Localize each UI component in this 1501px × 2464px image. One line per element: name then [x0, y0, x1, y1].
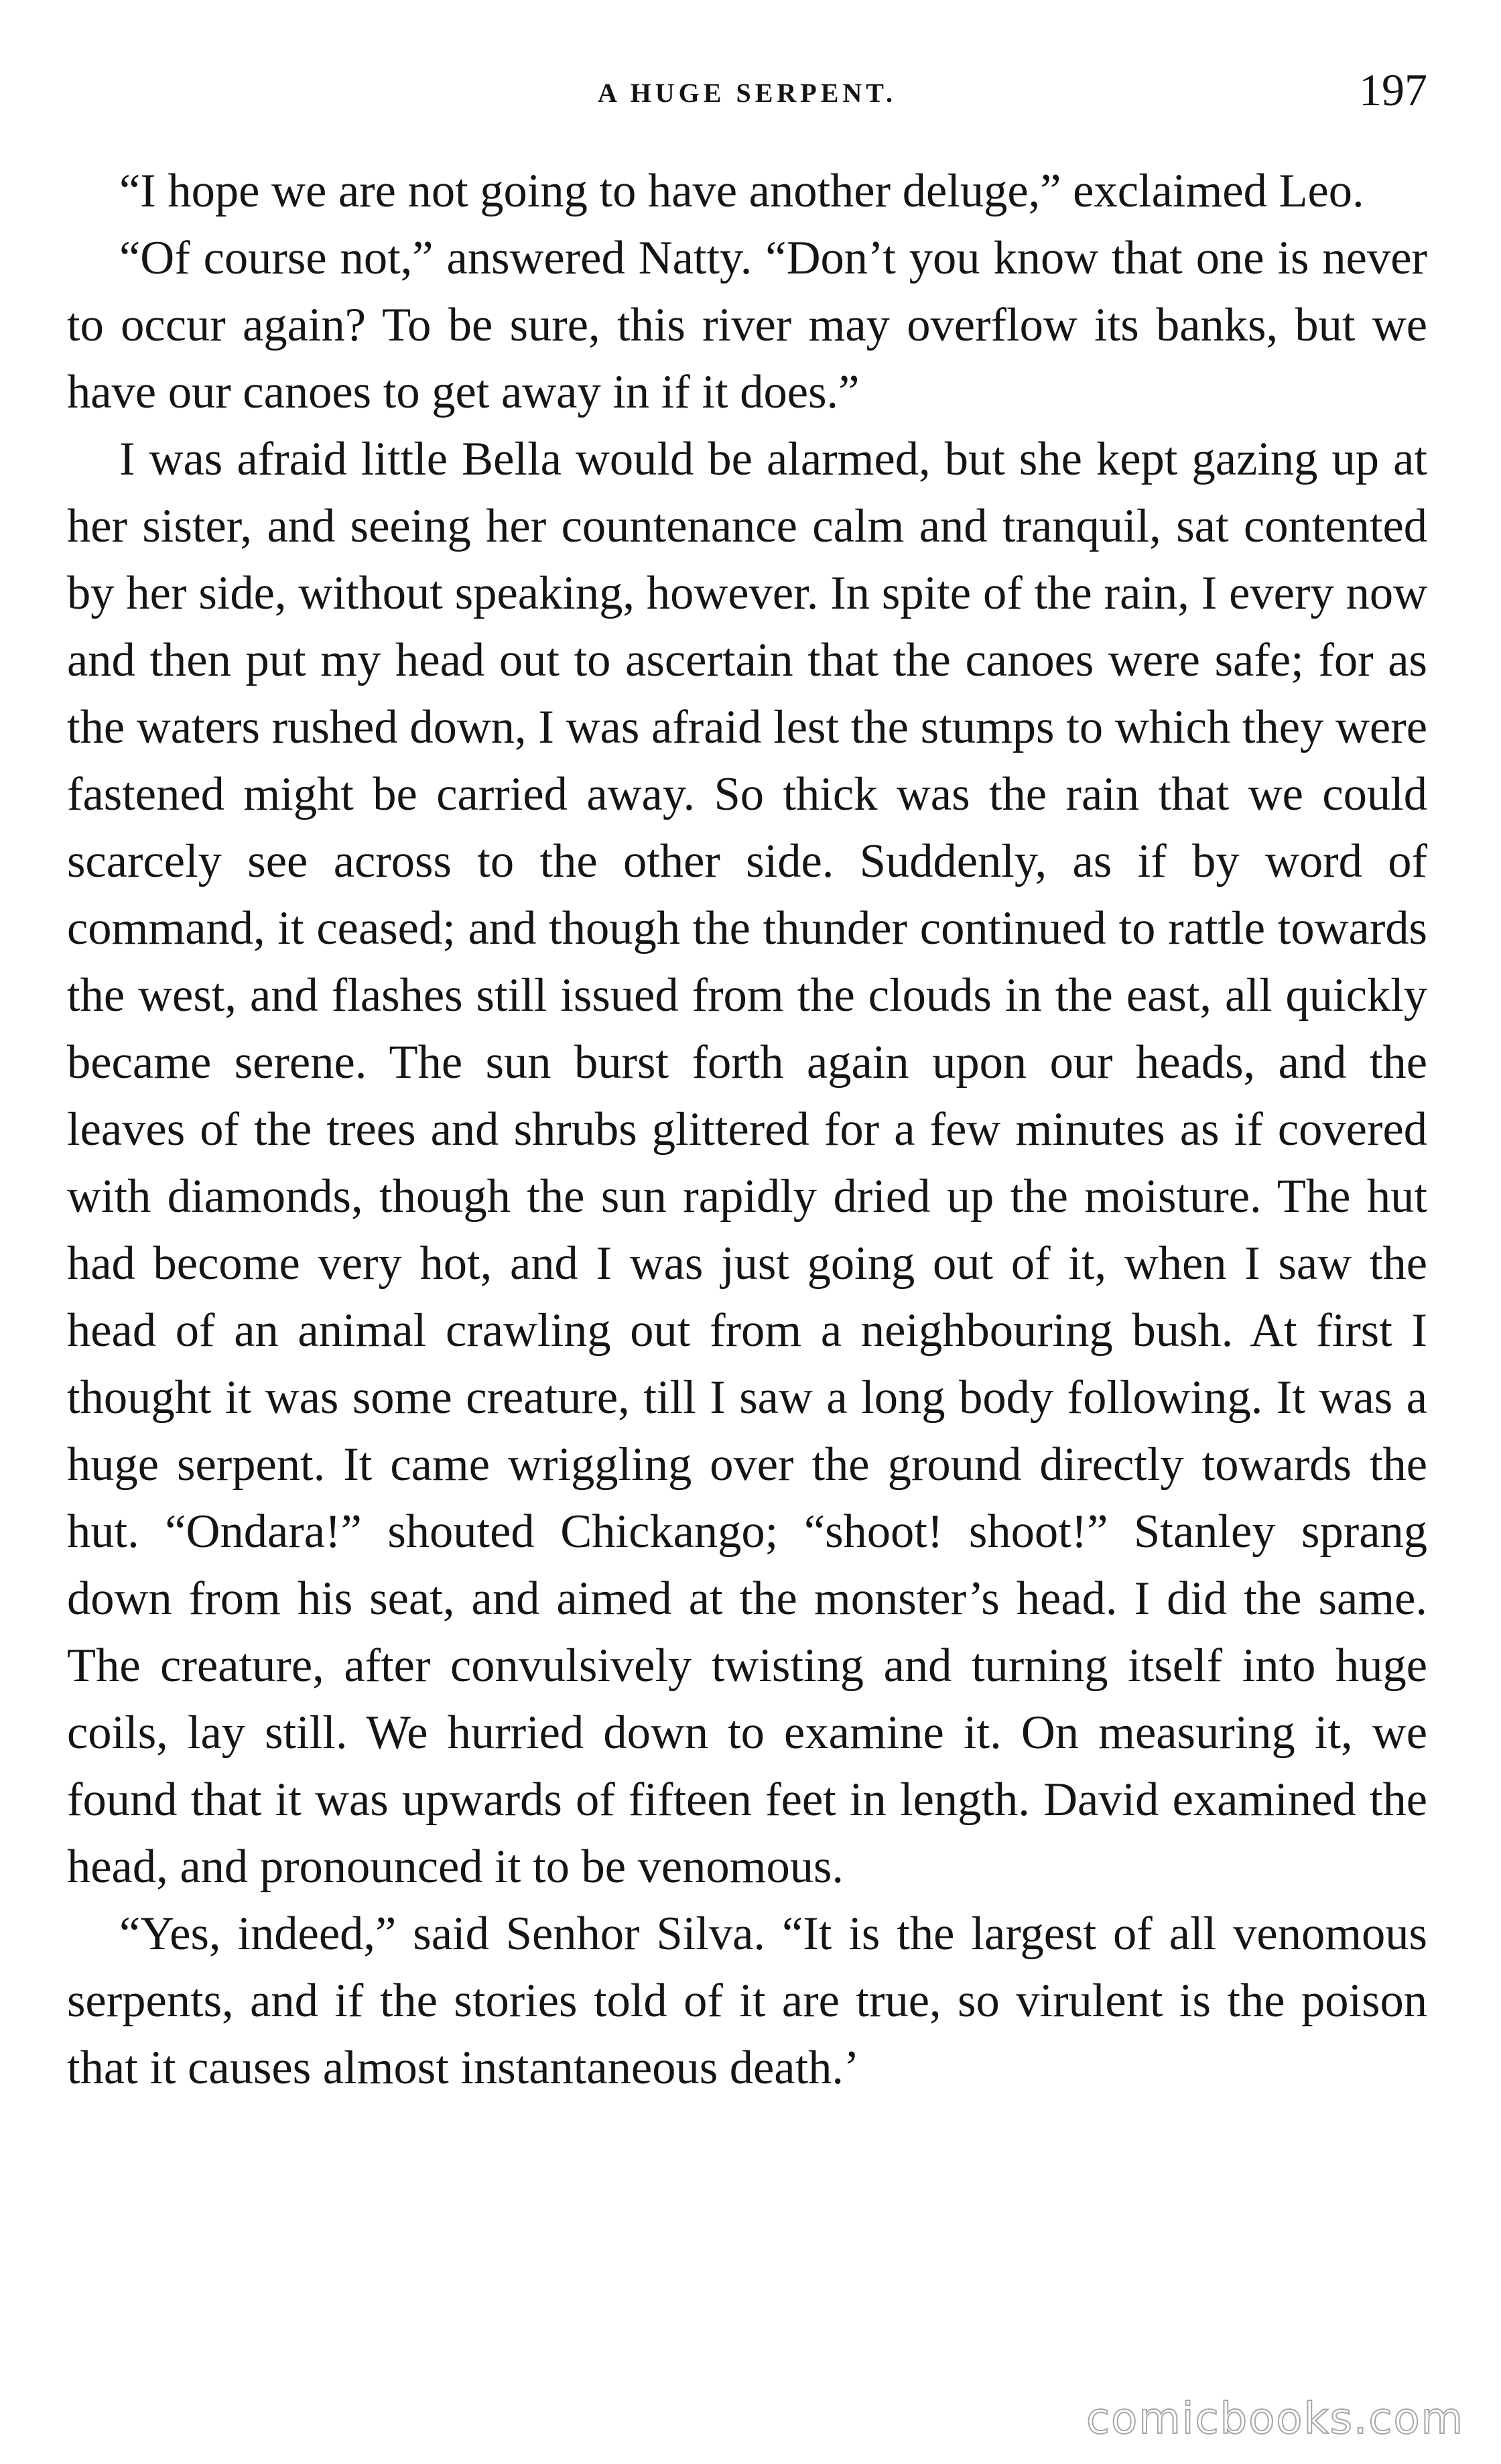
paragraph: “I hope we are not going to have another deluge,” exclaimed Leo.	[119, 165, 1364, 217]
page-number: 197	[1359, 64, 1427, 115]
paragraph: “Yes, indeed,” said Senhor Silva. “It is the largest of all venomous serpents, and if the stories told of it are true, so virulent is the poison that it causes almost instantaneous death.’	[67, 1908, 1427, 2094]
running-head	[67, 64, 1427, 131]
paragraph: I was afraid little Bella would be alarmed, but she kept gazing up at her sister, and seeing her countenance calm and tranquil, sat contented by her side, without speaking, however. In spite of the rain, I every now and then put my head out to ascertain that the canoes were safe; for as the waters rushed down, I was afraid lest the stumps to which they were fastened might be carried away. So thick was the rain that we could scarcely see across to the other side. Suddenly, as if by word of command, it ceased; and though the thunder continued to rattle towards the west, and flashes still issued from the clouds in the east, all quickly became serene. The sun burst forth again upon our heads, and the leaves of the trees and shrubs glittered for a few minutes as if covered with diamonds, though the sun rapidly dried up the moisture. The hut had become very hot, and I was just going out of it, when I saw the head of an animal crawling out from a neighbouring bush. At first I thought it was some creature, till I saw a long body following. It was a huge serpent. It came wriggling over the ground directly towards the hut. “Ondara!” shouted Chickango; “shoot! shoot!” Stanley sprang down from his seat, and aimed at the monster’s head. I did the same. The creature, after convulsively twisting and turning itself into huge coils, lay still. We hurried down to examine it. On measuring it, we found that it was upwards of fifteen feet in length. David examined the head, and pronounced it to be venomous.	[67, 433, 1427, 1893]
paragraph: “Of course not,” answered Natty. “Don’t you know that one is never to occur again? To be sure, this river may overflow its banks, but we have our canoes to get away in if it does.”	[67, 232, 1427, 418]
body-text	[67, 158, 1427, 2101]
watermark: comicbooks.com	[1086, 2394, 1464, 2444]
running-title: A HUGE SERPENT.	[598, 78, 897, 108]
